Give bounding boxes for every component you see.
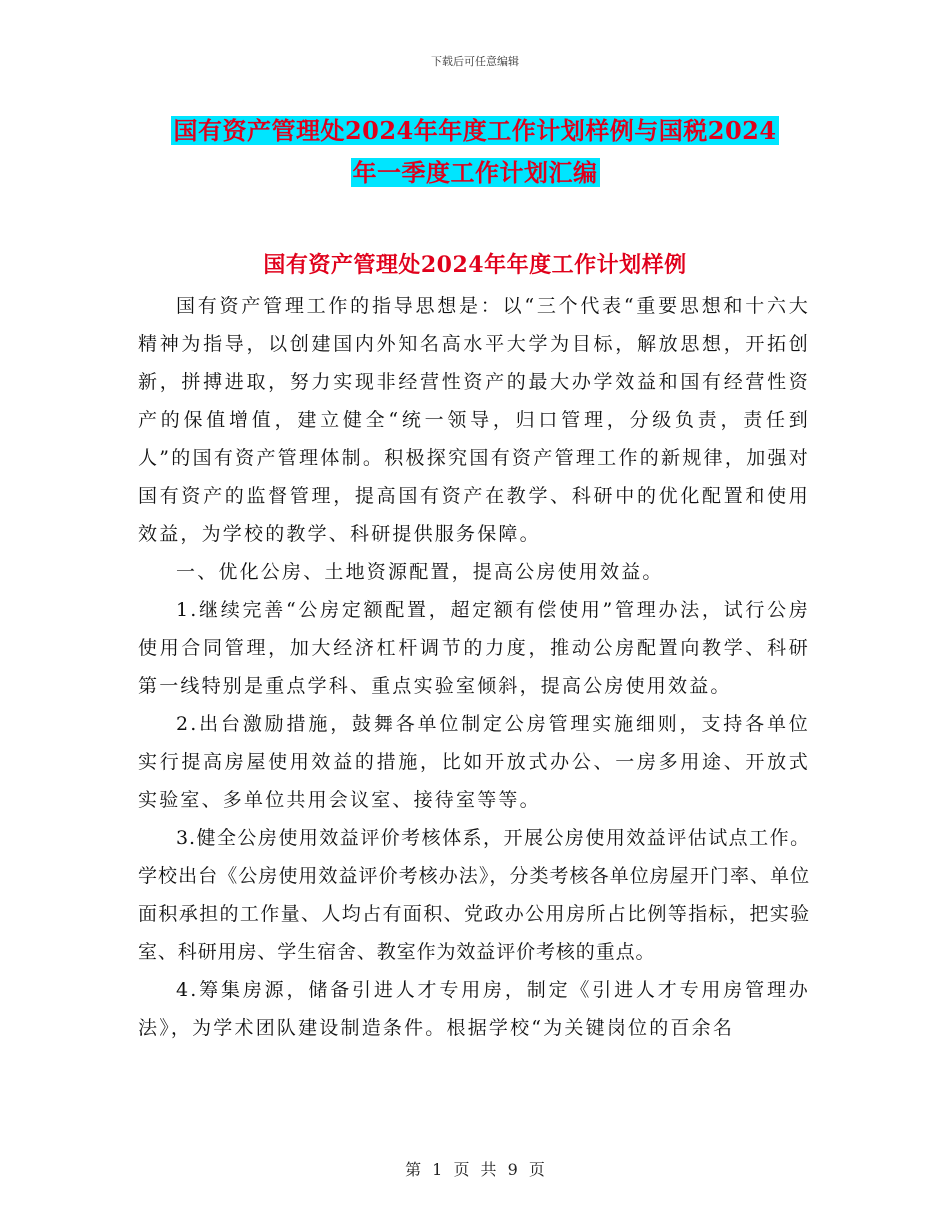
document-body: [138, 287, 810, 1047]
paragraph-item-1: 1.继续完善“公房定额配置，超定额有偿使用”管理办法，试行公房使用合同管理，加大经济杠杆调节的力度，推动公房配置向教学、科研第一线特别是重点学科、重点实验室倾斜，提高公房使用效益。: [138, 599, 810, 697]
paragraph-item-3: 3.健全公房使用效益评价考核体系，开展公房使用效益评估试点工作。学校出台《公房使用效益评价考核办法》，分类考核各单位房屋开门率、单位面积承担的工作量、人均占有面积、党政办公用房所占比例等指标，把实验室、科研用房、学生宿舍、教室作为效益评价考核的重点。: [138, 827, 810, 963]
paragraph-guiding-principle: 国有资产管理工作的指导思想是：以“三个代表“重要思想和十六大精神为指导，以创建国内外知名高水平大学为目标，解放思想，开拓创新，拼搏进取，努力实现非经营性资产的最大办学效益和国有经营性资产的保值增值，建立健全“统一领导，归口管理，分级负责，责任到人”的国有资产管理体制。积极探究国有资产管理工作的新规律，加强对国有资产的监督管理，提高国有资产在教学、科研中的优化配置和使用效益，为学校的教学、科研提供服务保障。: [138, 295, 810, 545]
page-indicator: 第 1 页 共 9 页: [405, 1160, 545, 1179]
document-title-line-1: [0, 115, 950, 147]
document-title-line-1-text: 国有资产管理处2024年年度工作计划样例与国税2024: [173, 116, 777, 145]
paragraph-item-4: 4.筹集房源，储备引进人才专用房，制定《引进人才专用房管理办法》，为学术团队建设制造条件。根据学校“为关键岗位的百余名: [138, 979, 810, 1039]
section-title: 国有资产管理处2024年年度工作计划样例: [263, 252, 687, 278]
paragraph-item-2: 2.出台激励措施，鼓舞各单位制定公房管理实施细则，支持各单位实行提高房屋使用效益的措施，比如开放式办公、一房多用途、开放式实验室、多单位共用会议室、接待室等等。: [138, 713, 810, 811]
document-title-line-2-text: 年一季度工作计划汇编: [352, 158, 598, 187]
document-title-line-2: [0, 157, 950, 189]
paragraph-heading-1: 一、优化公房、土地资源配置，提高公房使用效益。: [176, 561, 664, 583]
header-note: 下载后可任意编辑: [431, 55, 519, 68]
